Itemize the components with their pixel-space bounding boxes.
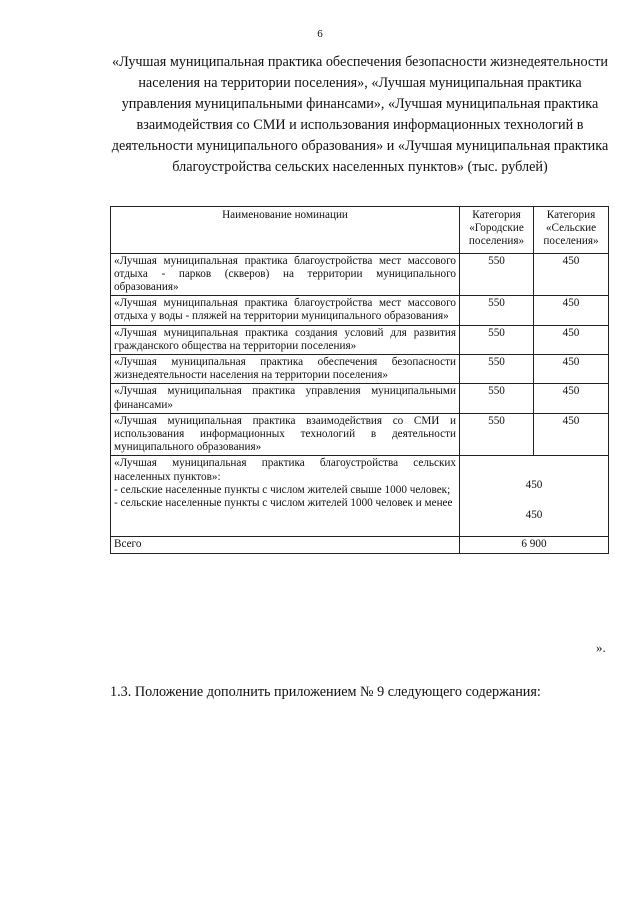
nomination-name: «Лучшая муниципальная практика создания условий для развития гражданского общества на территории поселения» (111, 325, 460, 354)
amendment-paragraph: 1.3. Положение дополнить приложением № 9 следующего содержания: (110, 684, 541, 700)
nominations-table (110, 206, 609, 554)
nomination-name: «Лучшая муниципальная практика взаимодействия со СМИ и использования информационных технологий в деятельности муниципального образования» (111, 413, 460, 456)
total-label: Всего (111, 537, 460, 553)
header-nomination-name: Наименование номинации (111, 207, 460, 254)
nomination-name: «Лучшая муниципальная практика обеспечения безопасности жизнедеятельности населения на территории поселения» (111, 355, 460, 384)
rural-amount: 450 (534, 296, 609, 325)
table-row (111, 384, 609, 413)
nomination-name: «Лучшая муниципальная практика управления муниципальными финансами» (111, 384, 460, 413)
page-number: 6 (317, 28, 323, 40)
rural-practice-amount-large: 450 (525, 479, 543, 492)
city-amount: 550 (460, 384, 534, 413)
nomination-name: «Лучшая муниципальная практика благоустройства мест массового отдыха у воды - пляжей на территории муниципального образования» (111, 296, 460, 325)
rural-amount: 450 (534, 355, 609, 384)
table-row-total (111, 537, 609, 553)
closing-quote-mark: ». (596, 640, 606, 655)
header-city-category: Категория «Городские поселения» (460, 207, 534, 254)
table-row-rural-practice (111, 456, 609, 537)
section-heading: «Лучшая муниципальная практика обеспечения безопасности жизнедеятельности населения на территории поселения», «Лучшая муниципальная практика управления муниципальными финансами», «Лучшая муниципальная практика взаимодействия со СМИ и использования информационных технологий в деятельности муниципального образования» и «Лучшая муниципальная практика благоустройства сельских населенных пунктов» (тыс. рублей) (111, 54, 609, 175)
table-row (111, 325, 609, 354)
table-row (111, 413, 609, 456)
table-row (111, 253, 609, 296)
table-header-row (111, 207, 609, 254)
rural-amount: 450 (534, 384, 609, 413)
city-amount: 550 (460, 253, 534, 296)
table-row (111, 355, 609, 384)
rural-practice-description (111, 456, 460, 537)
rural-practice-item-small: - сельские населенные пункты с числом жителей 1000 человек и менее (114, 497, 453, 510)
rural-practice-title: «Лучшая муниципальная практика благоустройства сельских населенных пунктов»: (114, 457, 456, 483)
rural-amount: 450 (534, 413, 609, 456)
header-rural-category: Категория «Сельские поселения» (534, 207, 609, 254)
city-amount: 550 (460, 355, 534, 384)
rural-practice-item-large: - сельские населенные пункты с числом жителей свыше 1000 человек; (114, 483, 451, 496)
rural-practice-amounts (460, 456, 609, 537)
city-amount: 550 (460, 413, 534, 456)
city-amount: 550 (460, 296, 534, 325)
city-amount: 550 (460, 325, 534, 354)
rural-amount: 450 (534, 325, 609, 354)
total-amount: 6 900 (460, 537, 609, 553)
rural-amount: 450 (534, 253, 609, 296)
rural-practice-amount-small: 450 (525, 509, 543, 522)
nomination-name: «Лучшая муниципальная практика благоустройства мест массового отдыха - парков (скверов) на территории муниципального образования» (111, 253, 460, 296)
table-row (111, 296, 609, 325)
